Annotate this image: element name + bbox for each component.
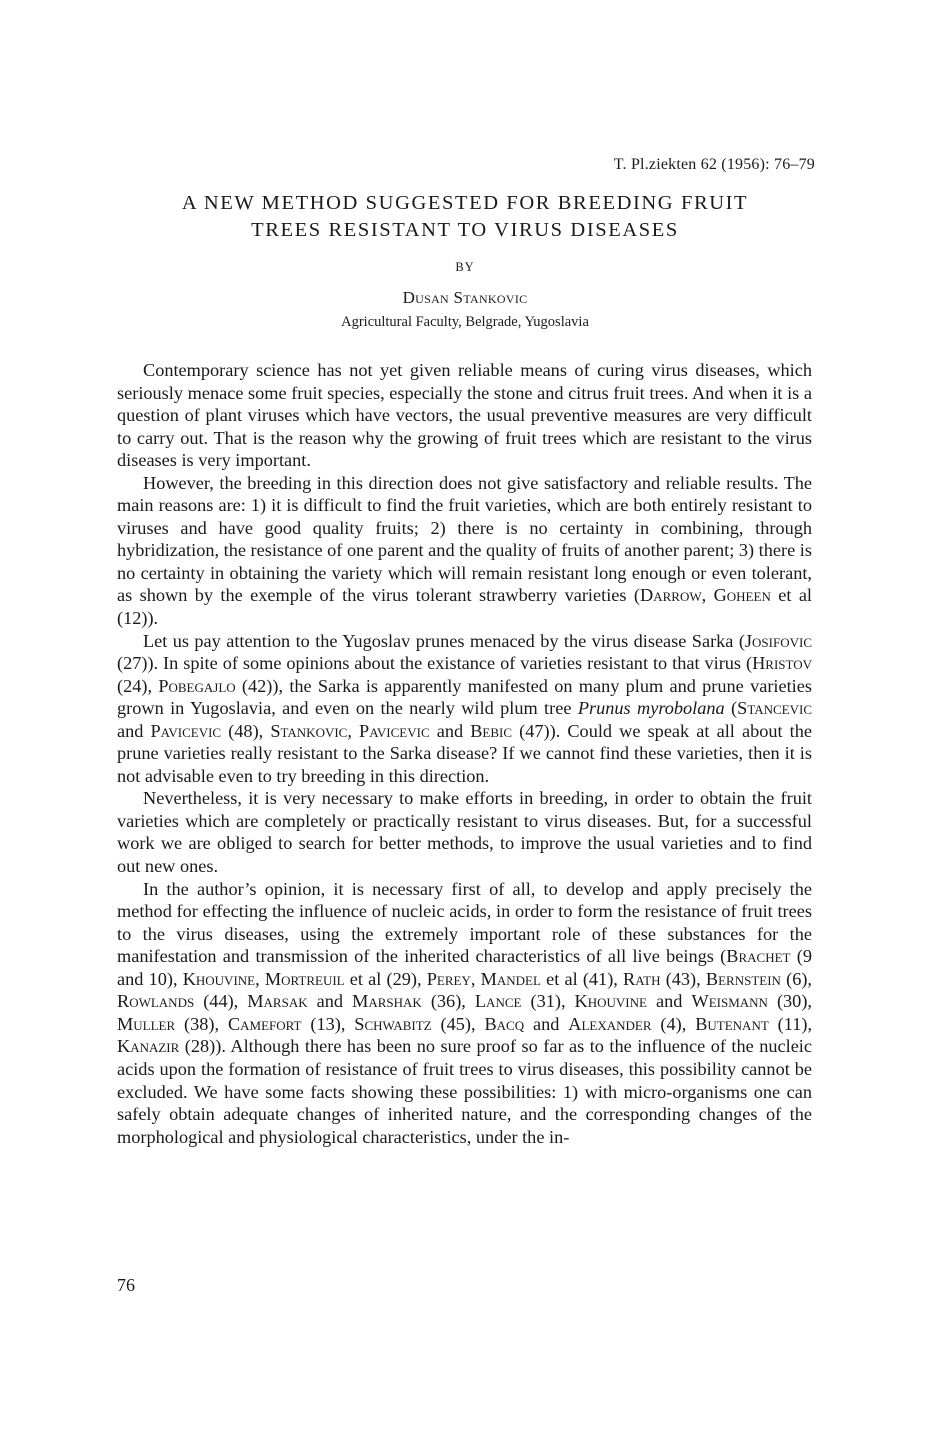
text-run: In the author’s opinion, it is necessary first of all, to develop and apply precisely the method for effecting the influence of nucleic acids, in order to form the resistance of fruit trees to the virus diseases, using the extremely important role of these substances for the manifestation and transmission of the inherited characteristics of all live beings ( (117, 878, 812, 967)
body-paragraph (117, 878, 812, 1149)
article-title (118, 190, 812, 244)
text-run: , (470, 968, 481, 989)
body-paragraph (117, 787, 812, 877)
text-run: (48), (221, 720, 271, 741)
cited-author: Marsak (247, 991, 308, 1012)
cited-author: Bacq (484, 1013, 525, 1034)
text-run: et al (12)). (117, 585, 813, 629)
text-run: , (255, 968, 265, 989)
text-run: (6), (780, 968, 812, 989)
page-number: 76 (117, 1275, 135, 1295)
text-run: (44), (194, 991, 248, 1012)
text-run: (45), (431, 1013, 485, 1034)
cited-author: Schwabitz (354, 1013, 432, 1034)
text-run: (11), (768, 1013, 813, 1034)
cited-author: Mortreuil (264, 968, 345, 989)
cited-author: Darrow (640, 585, 702, 606)
body-paragraph (117, 472, 812, 630)
cited-author: Hristov (752, 653, 812, 674)
cited-author: Perey (426, 968, 471, 989)
cited-author: Khouvine (182, 968, 256, 989)
cited-author: Josifovic (744, 630, 812, 651)
cited-author: Stancevic (737, 698, 812, 719)
article-body (117, 359, 812, 1148)
text-run: et al (41), (540, 968, 624, 989)
cited-author: Pobegajlo (158, 675, 236, 696)
text-run: and (307, 991, 353, 1012)
text-run: and (646, 991, 692, 1012)
text-run: (47)). Could we speak at all about the prune varieties really resistant to the Sarka disease? If we cannot find these varieties, then it is not advisable even to try breeding in this direction. (117, 720, 812, 786)
text-run: (28)). Although there has been no sure proof so far as to the influence of the nucleic acids upon the formation of resistance of fruit trees to virus diseases, this possibility cannot be excluded. We have some facts showing these possibilities: 1) with micro-organisms one can safely obtain adequate changes of inherited nature, and the corresponding changes of the morphological and physiological characteristics, under the in- (117, 1036, 812, 1147)
article-title-line-1: A NEW METHOD SUGGESTED FOR BREEDING FRUIT (181, 192, 749, 214)
cited-author: Weismann (691, 991, 768, 1012)
cited-author: Pavicevic (150, 720, 222, 741)
text-run: (38), (175, 1013, 228, 1034)
journal-reference: T. Pl.ziekten 62 (1956): 76–79 (613, 156, 815, 173)
text-run: and (524, 1013, 569, 1034)
text-run: (30), (767, 991, 812, 1012)
cited-author: Pavicevic (359, 720, 430, 741)
text-run: Let us pay attention to the Yugoslav prunes menaced by the virus disease Sarka ( (143, 630, 745, 651)
byline: BY (455, 260, 475, 274)
text-run: (43), (660, 968, 706, 989)
cited-author: Bernstein (705, 968, 781, 989)
cited-author: Marshak (352, 991, 422, 1012)
article-title-line-2: TREES RESISTANT TO VIRUS DISEASES (251, 219, 679, 241)
cited-author: Rath (623, 968, 661, 989)
cited-author: Stankovic (270, 720, 348, 741)
text-run: et al (29), (344, 968, 427, 989)
cited-author: Muller (117, 1013, 176, 1034)
cited-author: Goheen (713, 585, 771, 606)
cited-author: Bebic (470, 720, 513, 741)
cited-author: Butenant (695, 1013, 769, 1034)
author-name: Dusan Stankovic (402, 288, 528, 307)
text-run: (31), (521, 991, 575, 1012)
text-run: (42)), the Sarka is apparently manifested on many plum and prune varieties grown in Yugoslavia, and even on the nearly wild plum tree (117, 675, 812, 719)
cited-author: Brachet (726, 946, 791, 967)
cited-author: Mandel (480, 968, 541, 989)
text-run: and (429, 720, 471, 741)
text-run: Nevertheless, it is very necessary to make efforts in breeding, in order to obtain the fruit varieties which are completely or practically resistant to virus diseases. But, for a successful work we are obliged to search for better methods, to improve the usual varieties and to find out new ones. (117, 788, 812, 877)
text-run: ( (724, 698, 738, 719)
text-run: (24), (117, 675, 159, 696)
cited-author: Kanazir (117, 1036, 180, 1057)
text-run: Contemporary science has not yet given reliable means of curing virus diseases, which seriously menace some fruit species, especially the stone and citrus fruit trees. And when it is a question of plant viruses which have vectors, the usual preventive measures are very difficult to carry out. That is the reason why the growing of fruit trees which are resistant to the virus diseases is very important. (117, 360, 812, 471)
text-run: (9 and 10), (117, 946, 812, 989)
text-run: (13), (301, 1013, 355, 1034)
cited-author: Khouvine (574, 991, 647, 1012)
text-run: (36), (421, 991, 475, 1012)
body-paragraph (117, 630, 812, 788)
species-name: Prunus myrobolana (577, 698, 725, 719)
body-paragraph (117, 359, 812, 472)
text-run: However, the breeding in this direction does not give satisfactory and reliable results. The main reasons are: 1) it is difficult to find the fruit varieties, which are both entirely resistant to viruses and have good quality fruits; 2) there is no certainty in combining, through hybridization, the resistance of one parent and the quality of fruits of another parent; 3) there is no certainty in obtaining the variety which will remain resistant long enough or even tolerant, as shown by the exemple of the virus tolerant strawberry varieties ( (117, 472, 812, 606)
text-run: , (701, 585, 714, 606)
cited-author: Alexander (568, 1013, 652, 1034)
text-run: and (117, 720, 151, 741)
text-run: , (347, 720, 360, 741)
text-run: (4), (651, 1013, 696, 1034)
author-affiliation: Agricultural Faculty, Belgrade, Yugoslavia (341, 314, 589, 330)
cited-author: Rowlands (117, 991, 195, 1012)
text-run: (27)). In spite of some opinions about the existance of varieties resistant to that virus ( (117, 653, 753, 674)
cited-author: Lance (474, 991, 522, 1012)
cited-author: Camefort (227, 1013, 302, 1034)
